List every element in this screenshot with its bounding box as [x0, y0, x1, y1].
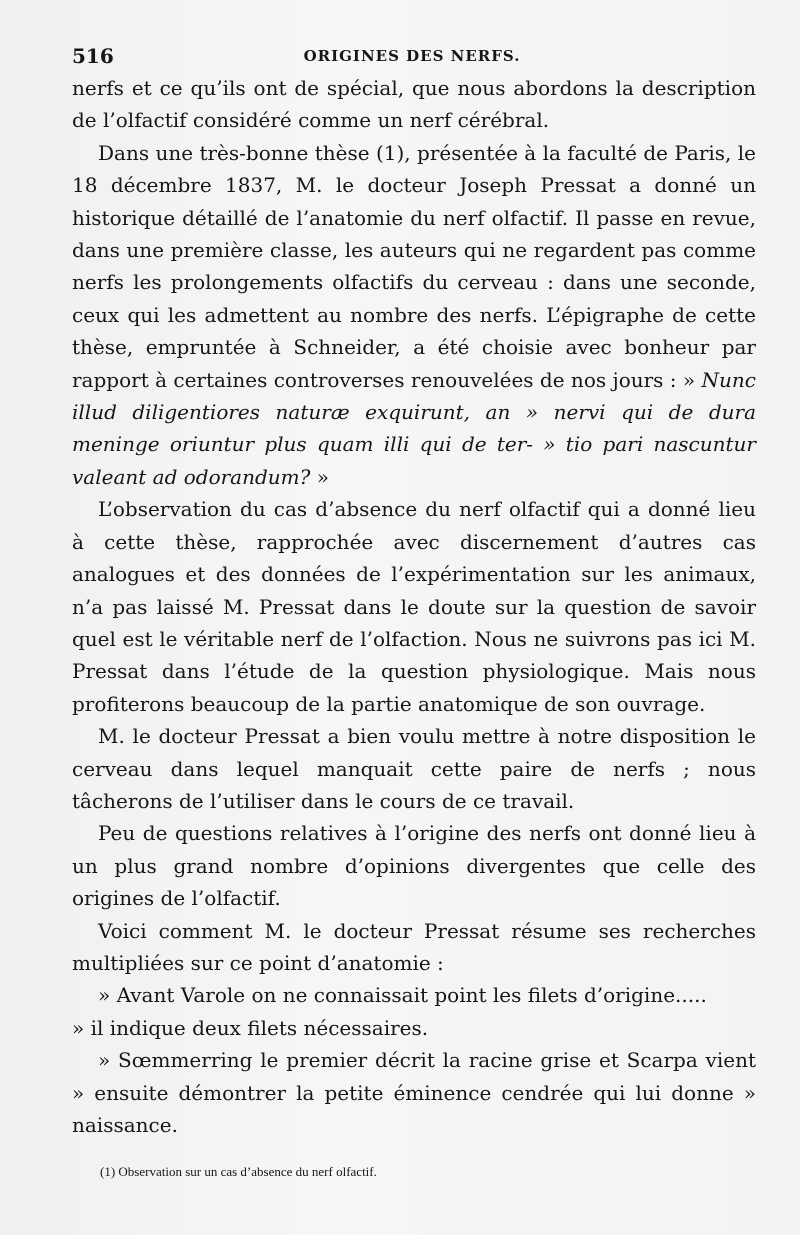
quote-line-varole: » Avant Varole on ne connaissait point les filets d’origine..... — [98, 983, 707, 1008]
text-body — [72, 72, 756, 1141]
quote-close-mark: » — [316, 464, 329, 489]
latin-epigraph: Nunc illud diligentiores naturæ exquirunt, an » nervi qui de dura meninge oriuntur plus quam illi qui de ter- » tio pari nascuntur valeant ad odorandum? — [72, 367, 756, 489]
running-head: ORIGINES DES NERFS. — [303, 47, 521, 65]
paragraph-soemmerring: » Sœmmerring le premier décrit la racine grise et Scarpa vient » ensuite démontrer la petite éminence cendrée qui lui donne » naissance. — [72, 1048, 756, 1137]
paragraph-varole — [72, 979, 756, 1044]
paragraph-brain-specimen: M. le docteur Pressat a bien voulu mettre à notre disposition le cerveau dans lequel manquait cette paire de nerfs ; nous tâcherons de l’utiliser dans le cours de ce travail. — [72, 724, 756, 813]
page-header — [72, 44, 752, 72]
paragraph-summary-intro: Voici comment M. le docteur Pressat résume ses recherches multipliées sur ce point d’anatomie : — [72, 918, 756, 975]
paragraph-continuation: nerfs et ce qu’ils ont de spécial, que nous abordons la description de l’olfactif considéré comme un nerf cérébral. — [72, 76, 756, 133]
page-number: 516 — [72, 44, 114, 68]
paragraph-divergent-opinions: Peu de questions relatives à l’origine des nerfs ont donné lieu à un plus grand nombre d’opinions divergentes que celle des origines de l’olfactif. — [72, 821, 756, 911]
footnote: (1) Observation sur un cas d’absence du nerf olfactif. — [100, 1164, 377, 1179]
paragraph-observation: L’observation du cas d’absence du nerf olfactif qui a donné lieu à cette thèse, rapprochée avec discernement d’autres cas analogues et des données de l’expérimentation sur les animaux, n’a pas laissé M. Pressat dans le doute sur la question de savoir quel est le véritable nerf de l’olfaction. Nous ne suivrons pas ici M. Pressat dans l’étude de la question physiologique. Mais nous profiterons beaucoup de la partie anatomique de son ouvrage. — [72, 497, 756, 716]
paragraph-pressat-thesis — [72, 137, 756, 493]
paragraph-lead: Dans une très-bonne thèse (1), présentée à la faculté de Paris, le 18 décembre 1837, M. le docteur Joseph Pressat a donné un historique détaillé de l’anatomie du nerf olfactif. Il passe en revue, dans une première classe, les auteurs qui ne regardent pas comme nerfs les prolongements olfactifs du cerveau : dans une seconde, ceux qui les admettent au nombre des nerfs. L’épigraphe de cette thèse, empruntée à Schneider, a été choisie avec bonheur par rapport à certaines controverses renouvelées de nos jours : » — [72, 140, 756, 392]
quote-line-filets: » il indique deux filets nécessaires. — [72, 1015, 429, 1040]
